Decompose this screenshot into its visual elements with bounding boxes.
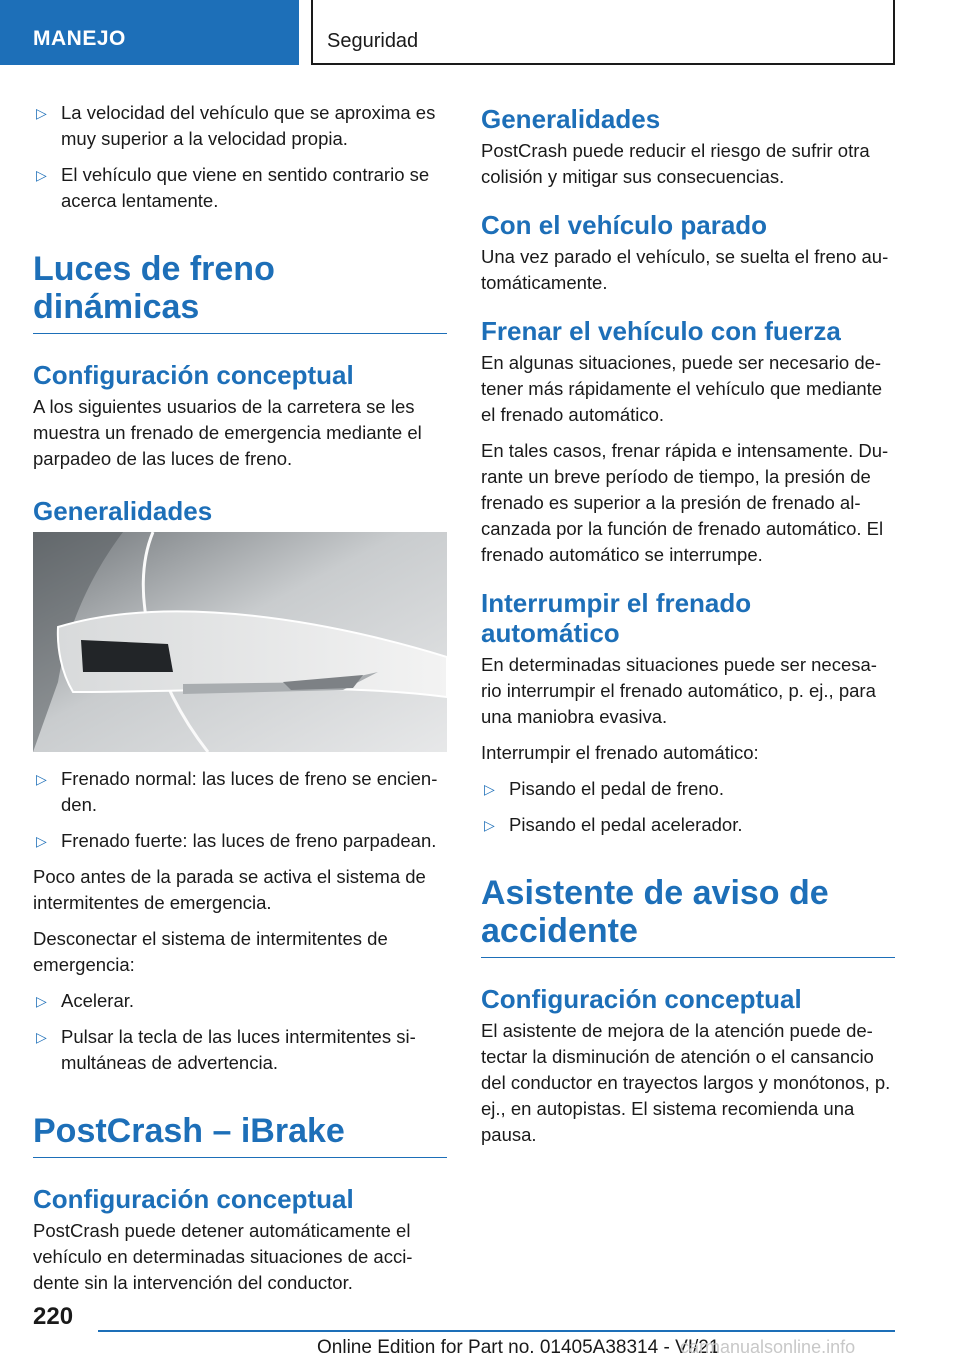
- paragraph: Interrumpir el frenado automático:: [481, 742, 759, 763]
- bullet-triangle-icon: ▷: [36, 771, 47, 787]
- bullet-triangle-icon: ▷: [36, 833, 47, 849]
- subsection-heading: Generalidades: [481, 104, 661, 134]
- left-column: [33, 100, 447, 1306]
- list-item: ▷ Frenado fuerte: las luces de freno parpadean.: [33, 828, 447, 854]
- page-number: 220: [33, 1303, 74, 1330]
- edition-note: Online Edition for Part no. 01405A38314 - VI/21: [317, 1337, 720, 1358]
- paragraph: A los siguientes usuarios de la carretera se les muestra un frenado de emergencia mediante el parpadeo de las luces de freno.: [33, 396, 422, 469]
- paragraph: En tales casos, frenar rápida e intensamente. Du-rante un breve período de tiempo, la presión de frenado es superior a la presión de frenado al-canzada por la función de frenado automático. El frenado automático se interrumpe.: [481, 440, 889, 565]
- list-item: ▷ Frenado normal: las luces de freno se encien-den.: [36, 768, 438, 815]
- paragraph: Poco antes de la parada se activa el sistema de intermitentes de emergencia.: [33, 866, 426, 913]
- section-heading: PostCrash – iBrake: [33, 1112, 447, 1158]
- paragraph: Una vez parado el vehículo, se suelta el freno au-tomáticamente.: [481, 246, 889, 293]
- bullet-triangle-icon: ▷: [36, 993, 47, 1009]
- paragraph: PostCrash puede reducir el riesgo de sufrir otra colisión y mitigar sus consecuencias.: [481, 140, 870, 187]
- list-item: ▷ Pisando el pedal acelerador.: [481, 812, 895, 838]
- section-heading: Luces de freno dinámicas: [33, 250, 447, 334]
- right-column: [481, 100, 895, 1158]
- subsection-heading: Configuración conceptual: [481, 984, 802, 1014]
- subsection-heading: Con el vehículo parado: [481, 210, 768, 240]
- bullet-triangle-icon: ▷: [36, 1029, 47, 1045]
- section-heading: Asistente de aviso de accidente: [481, 874, 895, 958]
- chapter-header: [311, 0, 895, 65]
- paragraph: En determinadas situaciones puede ser necesa-rio interrumpir el frenado automático, p. ej., para una maniobra evasiva.: [481, 654, 877, 727]
- watermark: carmanualsonline.info: [680, 1337, 856, 1357]
- paragraph: PostCrash puede detener automáticamente el vehículo en determinadas situaciones de acci-dente sin la intervención del conductor.: [33, 1220, 413, 1293]
- list-item: ▷ El vehículo que viene en sentido contrario se acerca lentamente.: [36, 164, 430, 211]
- list-item: ▷ Pisando el pedal de freno.: [481, 776, 895, 802]
- list-item: ▷ Pulsar la tecla de las luces intermitentes si-multáneas de advertencia.: [36, 1026, 416, 1073]
- paragraph: Desconectar el sistema de intermitentes de emergencia:: [33, 928, 388, 975]
- brake-light-image: [33, 532, 447, 752]
- bullet-triangle-icon: ▷: [484, 781, 495, 797]
- paragraph: El asistente de mejora de la atención puede de-tectar la disminución de atención o el cansancio del conductor en trayectos largos y monótonos, p. ej., en autopistas. El sistema recomienda una pausa.: [481, 1020, 891, 1145]
- subsection-heading: Configuración conceptual: [33, 360, 354, 390]
- list-item: ▷ La velocidad del vehículo que se aproxima es muy superior a la velocidad propia.: [36, 102, 436, 149]
- section-tab: [0, 0, 299, 65]
- bullet-triangle-icon: ▷: [484, 817, 495, 833]
- bullet-triangle-icon: ▷: [36, 105, 47, 121]
- subsection-heading: Generalidades: [33, 496, 213, 526]
- subsection-heading: Frenar el vehículo con fuerza: [481, 316, 841, 346]
- section-label: MANEJO: [33, 27, 126, 50]
- list-item: ▷ Acelerar.: [33, 988, 447, 1014]
- subsection-heading: Configuración conceptual: [33, 1184, 354, 1214]
- bullet-triangle-icon: ▷: [36, 167, 47, 183]
- subsection-heading: Interrumpir el frenado automático: [481, 588, 752, 648]
- paragraph: En algunas situaciones, puede ser necesario de-tener más rápidamente el vehículo que mediante el frenado automático.: [481, 352, 883, 425]
- chapter-label: Seguridad: [327, 30, 419, 52]
- footer-divider: [98, 1330, 895, 1332]
